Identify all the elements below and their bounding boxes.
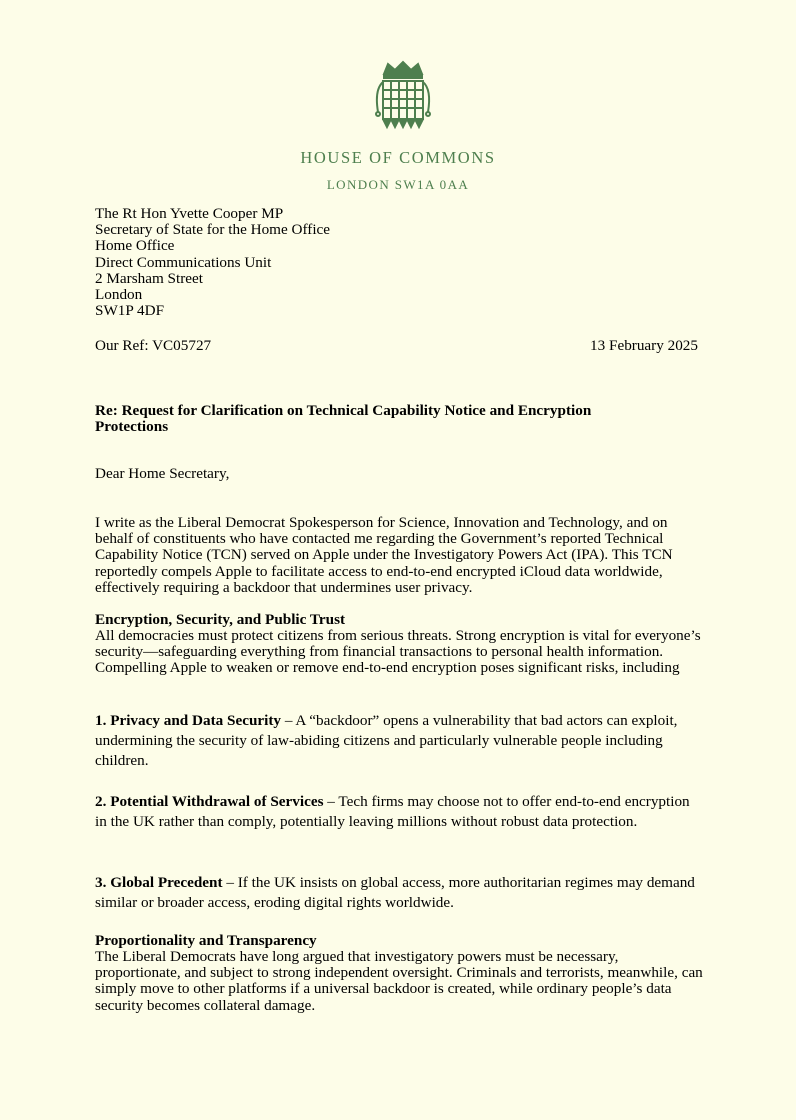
point-text: – A “backdoor” opens a vulnerability that bad actors can exploit, undermining the security of law-abiding citizens and particularly vulnerable people including children.	[95, 712, 678, 769]
point-precedent	[95, 873, 705, 913]
recipient-postcode: SW1P 4DF	[95, 302, 165, 320]
letterhead-address: LONDON SW1A 0AA	[326, 177, 470, 192]
letter-date: 13 February 2025	[590, 337, 698, 354]
intro-paragraph: I write as the Liberal Democrat Spokesperson for Science, Innovation and Technology, and on behalf of constituents who have contacted me regarding the Government’s reported Technical Capability Notice (TCN) served on Apple under the Investigatory Powers Act (IPA). This TCN reportedly compels Apple to facilitate access to end-to-end encrypted iCloud data worldwide, effectively requiring a backdoor that undermines user privacy.	[95, 514, 673, 596]
recipient-department: Home Office	[95, 237, 175, 255]
section-body-encryption: All democracies must protect citizens from serious threats. Strong encryption is vital for everyone’s security—safeguarding everything from financial transactions to personal health information. Compelling Apple to weaken or remove end-to-end encryption poses significant risks, including	[95, 627, 701, 677]
recipient-unit: Direct Communications Unit	[95, 253, 272, 271]
point-text: – Tech firms may choose not to offer end-to-end encryption in the UK rather than comply, potentially leaving millions without robust data protection.	[95, 793, 690, 830]
salutation: Dear Home Secretary,	[95, 465, 230, 482]
recipient-city: London	[95, 286, 143, 304]
reference-number: Our Ref: VC05727	[95, 337, 212, 354]
point-title: 3. Global Precedent	[95, 874, 223, 891]
recipient-address	[95, 206, 705, 319]
point-withdrawal	[95, 792, 705, 832]
point-text: – If the UK insists on global access, more authoritarian regimes may demand similar or broader access, eroding digital rights worldwide.	[95, 874, 695, 911]
point-title: 1. Privacy and Data Security	[95, 712, 282, 729]
recipient-title: Secretary of State for the Home Office	[95, 221, 331, 239]
portcullis-crest-icon	[372, 60, 434, 132]
recipient-name: The Rt Hon Yvette Cooper MP	[95, 205, 284, 222]
recipient-street: 2 Marsham Street	[95, 269, 203, 287]
point-privacy	[95, 711, 705, 771]
section-body-proportionality: The Liberal Democrats have long argued that investigatory powers must be necessary, proportionate, and subject to strong independent oversight. Criminals and terrorists, meanwhile, can simply move to other platforms if a universal backdoor is created, while ordinary people’s data security becomes collateral damage.	[95, 948, 703, 1014]
section-heading-proportionality: Proportionality and Transparency	[95, 932, 317, 949]
subject-line: Re: Request for Clarification on Technical Capability Notice and Encryption Protections	[95, 402, 592, 436]
letterhead-title: HOUSE OF COMMONS	[300, 148, 496, 167]
point-title: 2. Potential Withdrawal of Services	[95, 793, 324, 810]
section-heading-encryption: Encryption, Security, and Public Trust	[95, 611, 346, 628]
